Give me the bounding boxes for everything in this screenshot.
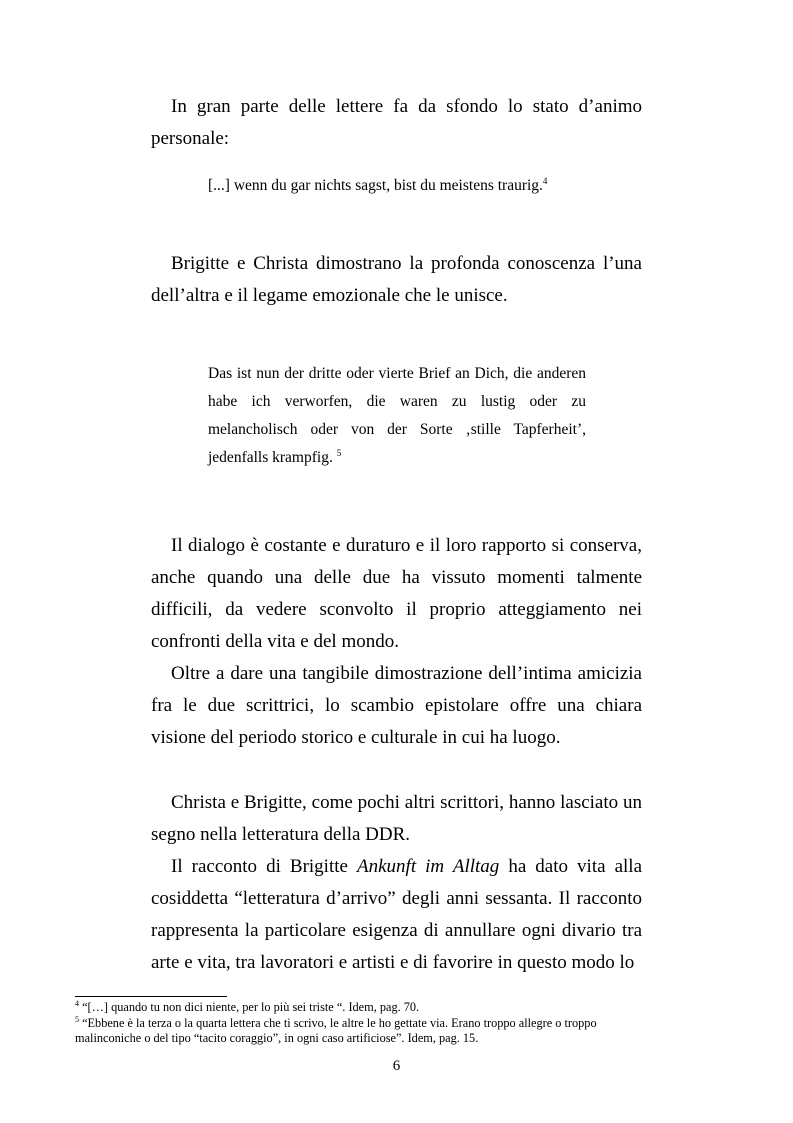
quote-1 [208,172,586,200]
quote-2-text: Das ist nun der dritte oder vierte Brief an Dich, die anderen habe ich verworfen, die waren zu lustig oder zu melancholisch oder von der Sorte ‚stille Tapferheit’, jedenfalls krampfig. [208,365,586,466]
footnote-5-number: 5 [75,1014,79,1024]
paragraph-1: In gran parte delle lettere fa da sfondo lo stato d’animo personale: [151,96,642,149]
quote-1-text: [...] wenn du gar nichts sagst, bist du meistens traurig. [208,177,543,194]
paragraph-2: Brigitte e Christa dimostrano la profonda conoscenza l’una dell’altra e il legame emozionale che le unisce. [151,253,642,306]
footnote-divider [75,996,227,997]
footnote-5 [75,1016,665,1046]
paragraph-6-end: ha dato vita alla cosiddetta “letteratura d’arrivo” degli anni sessanta. Il racconto rappresenta la particolare esigenza di annullare ogni divario tra arte e vita, tra lavoratori e artisti e di favorire in questo modo lo [151,856,642,973]
paragraph-6 [151,851,642,979]
footnote-ref-4[interactable]: 4 [542,175,548,186]
footnote-ref-5[interactable]: 5 [336,447,342,458]
book-title: Ankunft im Alltag [357,856,500,877]
footnote-4-text: “[…] quando tu non dici niente, per lo più sei triste “. Idem, pag. 70. [82,1000,420,1014]
page-number: 6 [392,1058,401,1074]
footnote-5-text: “Ebbene è la terza o la quarta lettera che ti scrivo, le altre le ho gettate via. Erano troppo allegre o troppo malinconiche o del tipo “tacito coraggio”, in ogni caso artificiose”. Idem, pag. 15. [75,1016,597,1045]
paragraph-3: Il dialogo è costante e duraturo e il loro rapporto si conserva, anche quando una delle due ha vissuto momenti talmente difficili, da vedere sconvolto il proprio atteggiamento nei confronti della vita e del mondo. [151,535,642,652]
paragraph-6-start: Il racconto di Brigitte [171,856,357,877]
footnote-4-number: 4 [75,998,79,1008]
paragraph-4: Oltre a dare una tangibile dimostrazione dell’intima amicizia fra le due scrittrici, lo scambio epistolare offre una chiara visione del periodo storico e culturale in cui ha luogo. [151,663,642,748]
quote-2 [208,360,586,472]
paragraph-5: Christa e Brigitte, come pochi altri scrittori, hanno lasciato un segno nella letteratura della DDR. [151,792,642,845]
footnote-4 [75,1000,665,1015]
